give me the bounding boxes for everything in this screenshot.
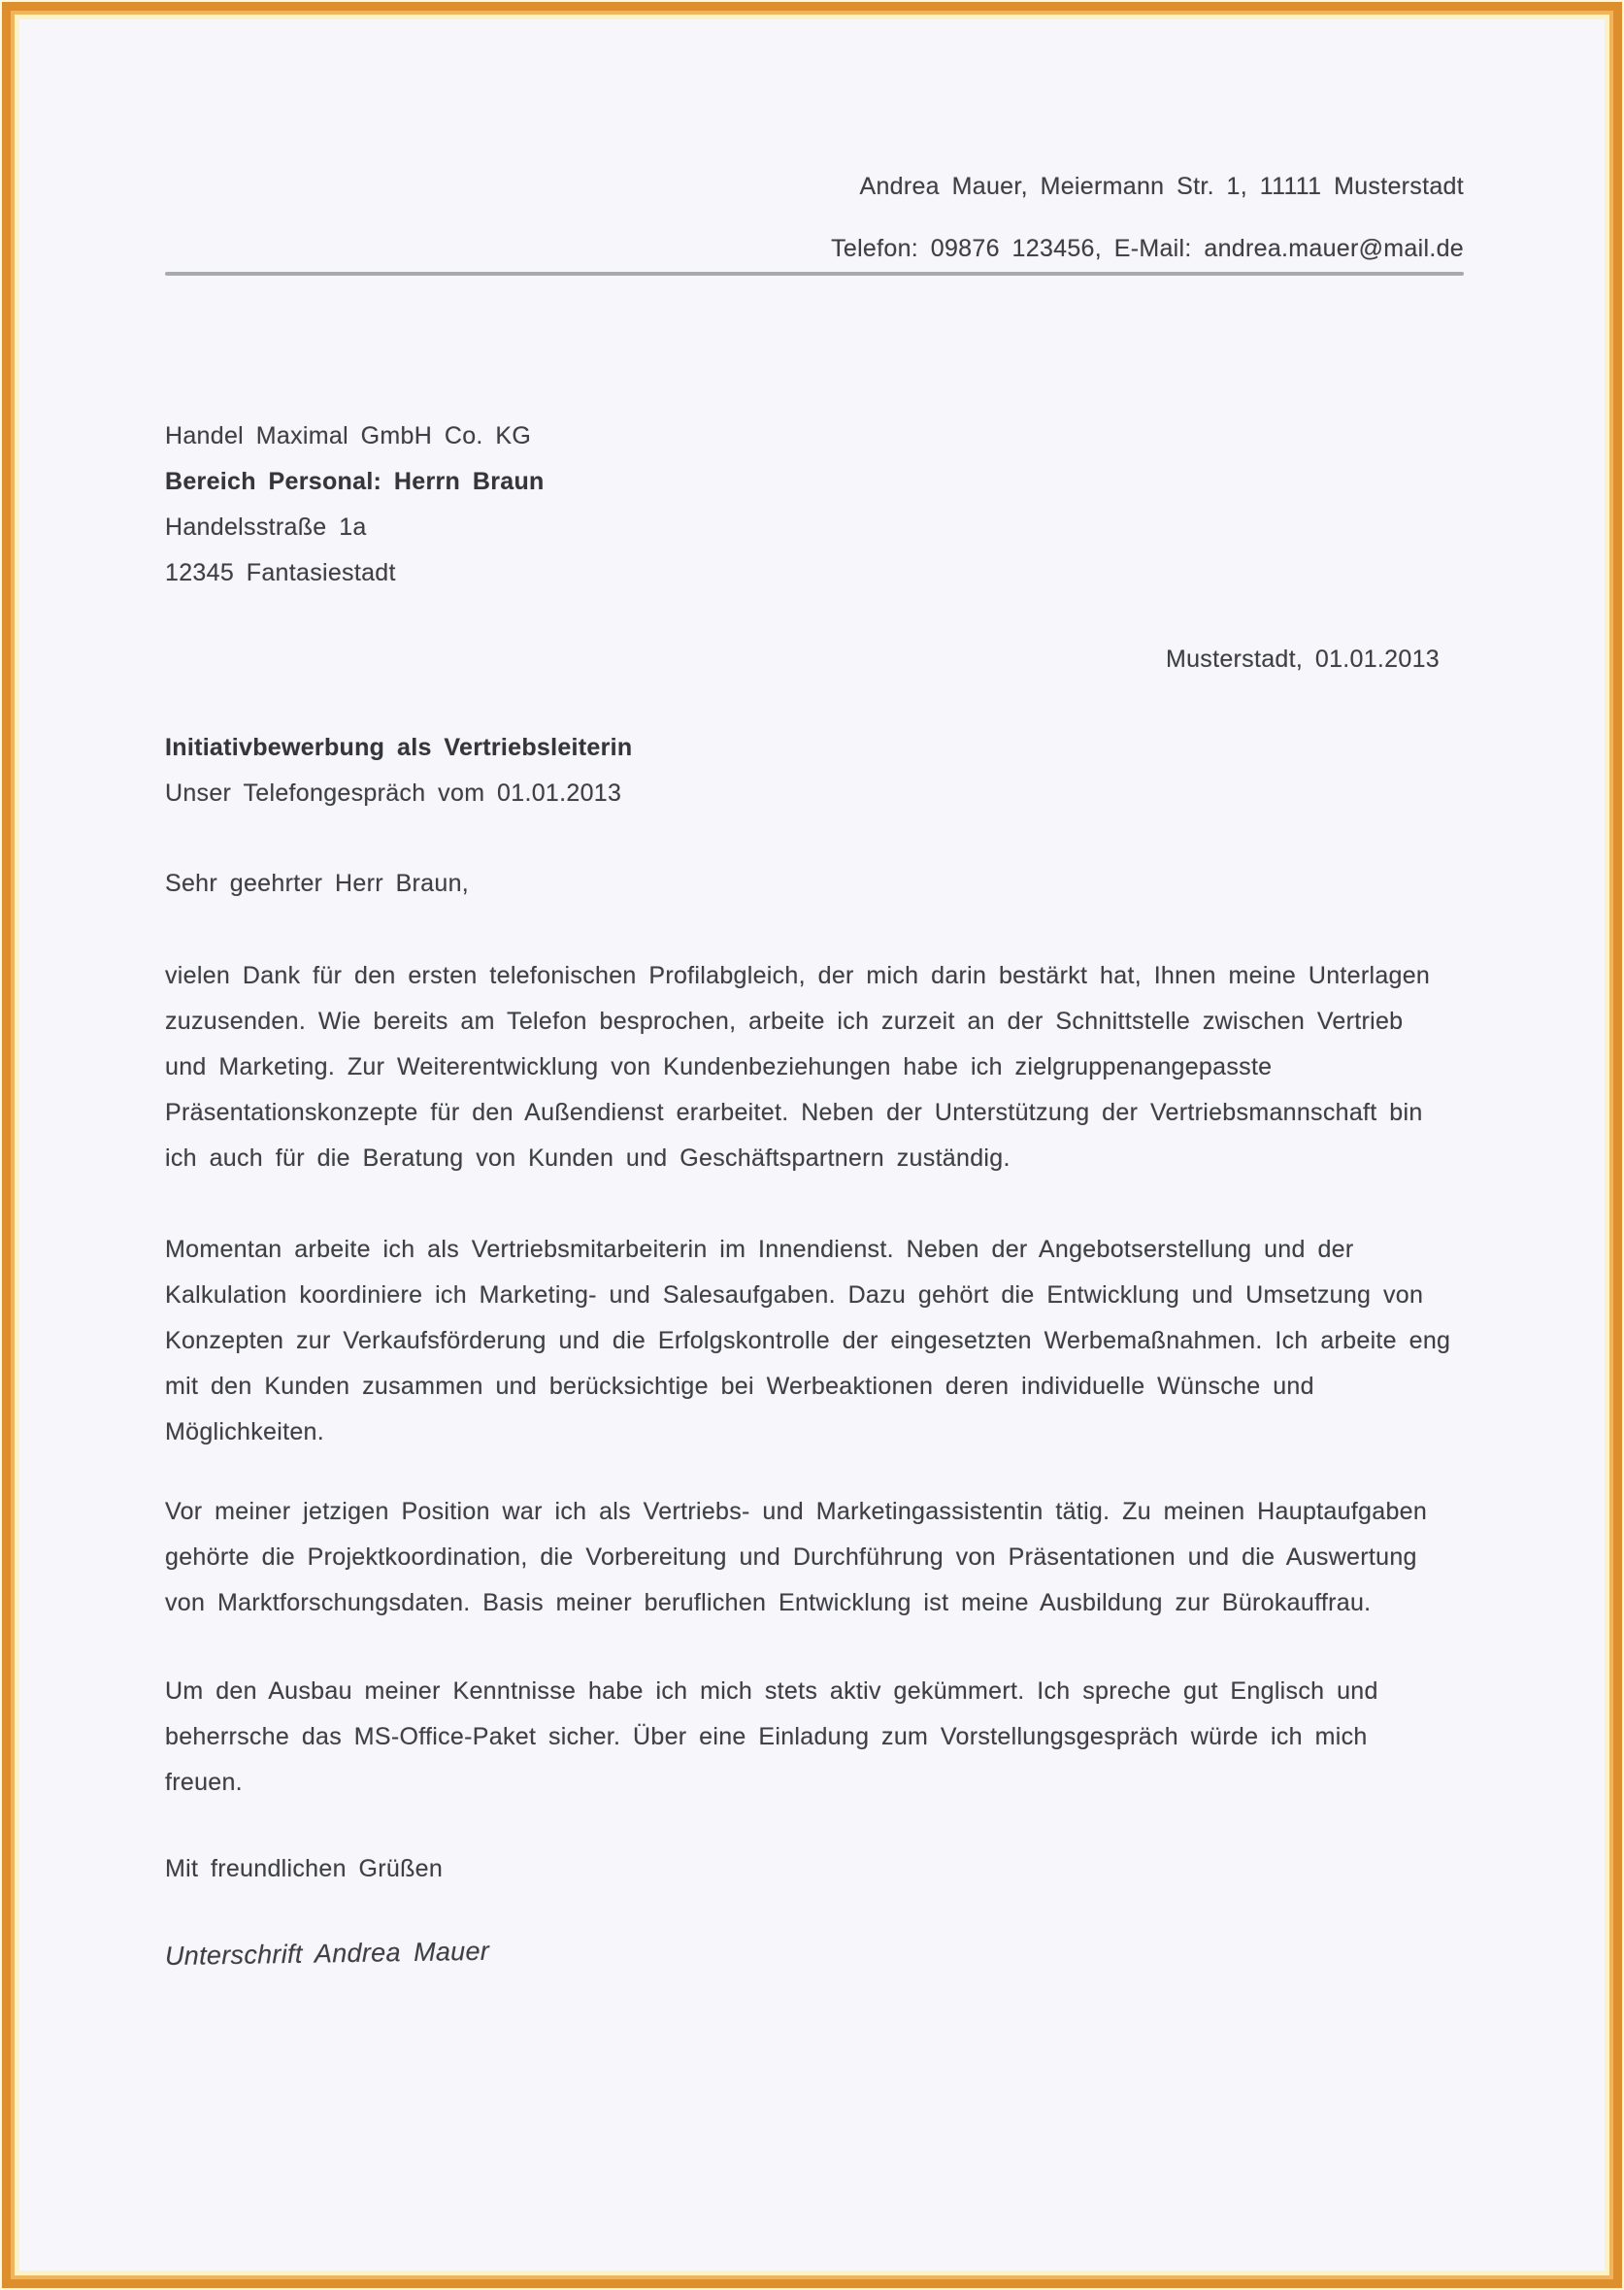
- paragraph-1: [165, 953, 1464, 1181]
- header-divider: [165, 272, 1464, 276]
- subject-title: Initiativbewerbung als Vertriebsleiterin: [165, 734, 633, 761]
- text-line: gehörte die Projektkoordination, die Vorbereitung und Durchführung von Präsentationen und die Auswertung: [165, 1543, 1417, 1571]
- text-line: Vor meiner jetzigen Position war ich als Vertriebs- und Marketingassistentin tätig. Zu meinen Hauptaufgaben: [165, 1498, 1428, 1525]
- paragraph-2: [165, 1227, 1464, 1455]
- letter-content: [11, 11, 1613, 2279]
- recipient-block: [165, 414, 1464, 596]
- recipient-company: Handel Maximal GmbH Co. KG: [165, 422, 532, 449]
- text-line: von Marktforschungsdaten. Basis meiner beruflichen Entwicklung ist meine Ausbildung zur Bürokauffrau.: [165, 1589, 1372, 1616]
- text-line: vielen Dank für den ersten telefonischen Profilabgleich, der mich darin bestärkt hat, Ihnen meine Unterlagen: [165, 962, 1431, 989]
- recipient-street: Handelsstraße 1a: [165, 514, 367, 541]
- recipient-department: Bereich Personal: Herrn Braun: [165, 468, 545, 495]
- text-line: Konzepten zur Verkaufsförderung und die Erfolgskontrolle der eingesetzten Werbemaßnahmen. Ich arbeite eng: [165, 1327, 1451, 1354]
- text-line: und Marketing. Zur Weiterentwicklung von Kundenbeziehungen habe ich zielgruppenangepasste: [165, 1053, 1273, 1080]
- paragraph-4: [165, 1669, 1464, 1806]
- text-line: Momentan arbeite ich als Vertriebsmitarbeiterin im Innendienst. Neben der Angebotserstellung und der: [165, 1236, 1354, 1263]
- text-line: mit den Kunden zusammen und berücksichtige bei Werbeaktionen deren individuelle Wünsche und: [165, 1373, 1314, 1400]
- text-line: beherrsche das MS-Office-Paket sicher. Über eine Einladung zum Vorstellungsgespräch würde ich mich: [165, 1723, 1368, 1750]
- text-line: freuen.: [165, 1769, 243, 1796]
- paragraph-3: [165, 1489, 1464, 1626]
- text-line: zuzusenden. Wie bereits am Telefon besprochen, arbeite ich zurzeit an der Schnittstelle zwischen Vertrieb: [165, 1008, 1404, 1035]
- closing-line: Mit freundlichen Grüßen: [165, 1855, 444, 1882]
- text-line: Um den Ausbau meiner Kenntnisse habe ich mich stets aktiv gekümmert. Ich spreche gut Englisch und: [165, 1677, 1378, 1705]
- date-line: Musterstadt, 01.01.2013: [1165, 646, 1440, 673]
- salutation: Sehr geehrter Herr Braun,: [165, 870, 470, 897]
- recipient-city: 12345 Fantasiestadt: [165, 559, 396, 586]
- decorative-frame: [2, 2, 1622, 2288]
- signature-line: Unterschrift Andrea Mauer: [164, 1936, 490, 1971]
- subject-reference: Unser Telefongespräch vom 01.01.2013: [165, 780, 622, 807]
- sender-block: [165, 164, 1464, 272]
- text-line: Möglichkeiten.: [165, 1418, 325, 1445]
- subject-block: [165, 725, 1464, 816]
- text-line: Präsentationskonzepte für den Außendienst erarbeitet. Neben der Unterstützung der Vertriebsmannschaft bin: [165, 1099, 1423, 1126]
- sender-address-line: Andrea Mauer, Meiermann Str. 1, 11111 Musterstadt: [859, 173, 1464, 200]
- sender-contact-line: Telefon: 09876 123456, E-Mail: andrea.mauer@mail.de: [831, 235, 1464, 262]
- text-line: Kalkulation koordiniere ich Marketing- und Salesaufgaben. Dazu gehört die Entwicklung und Umsetzung von: [165, 1281, 1424, 1309]
- text-line: ich auch für die Beratung von Kunden und Geschäftspartnern zuständig.: [165, 1145, 1011, 1172]
